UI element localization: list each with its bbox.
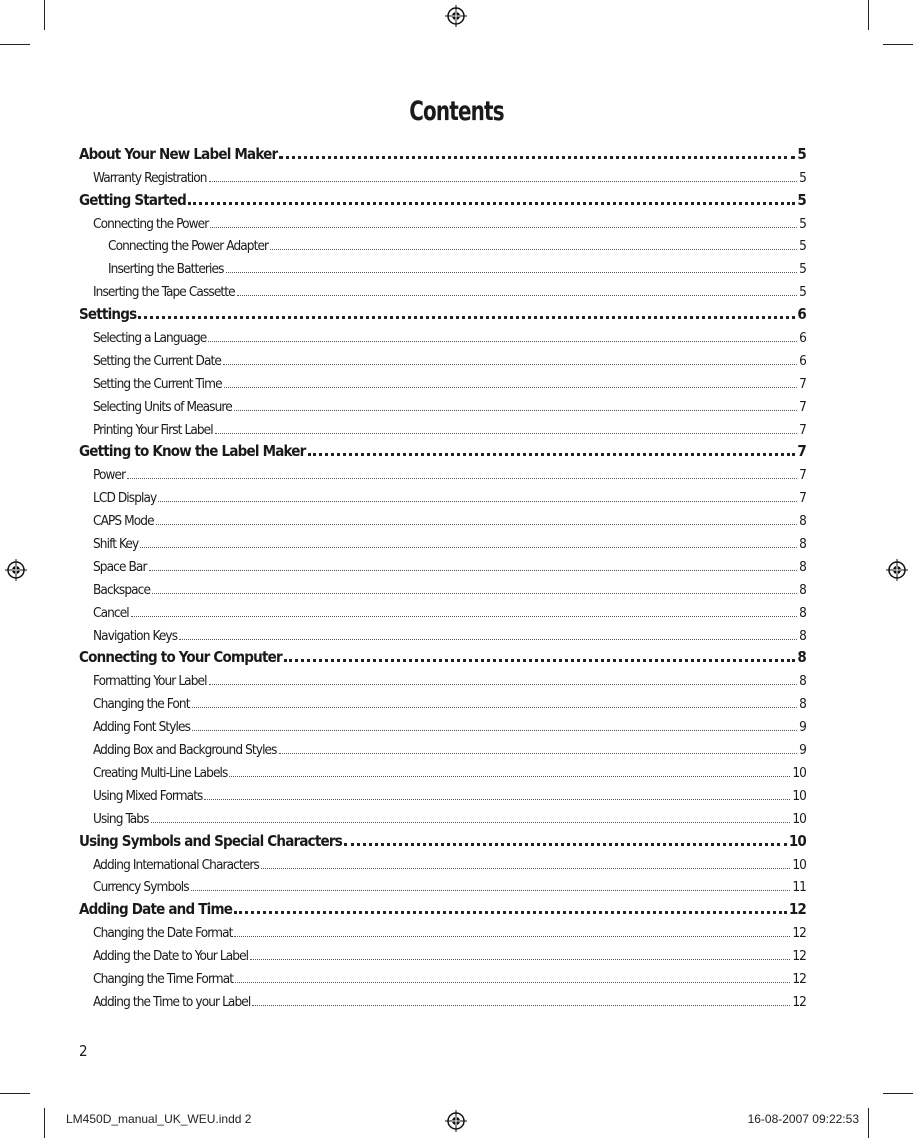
toc-entry-page: 5 xyxy=(799,284,806,301)
dot-leader xyxy=(270,249,797,250)
dot-leader xyxy=(235,982,790,983)
toc-section-entry[interactable] xyxy=(79,895,806,918)
crop-mark xyxy=(883,44,913,45)
dot-leader xyxy=(149,570,798,571)
toc-entry-label: CAPS Mode xyxy=(93,513,154,530)
toc-subsection-entry[interactable] xyxy=(79,254,806,277)
toc-subsection-entry[interactable] xyxy=(79,460,806,483)
dot-leader xyxy=(344,843,787,846)
crop-mark xyxy=(0,1093,30,1094)
toc-subsection-entry[interactable] xyxy=(79,735,806,758)
dot-leader xyxy=(209,684,798,685)
dot-leader xyxy=(284,659,796,662)
toc-entry-page: 11 xyxy=(792,879,806,896)
toc-entry-label: Adding Date and Time xyxy=(79,900,233,919)
toc-entry-page: 7 xyxy=(799,467,806,484)
toc-entry-page: 12 xyxy=(788,900,806,919)
page-number: 2 xyxy=(79,1042,88,1060)
toc-entry-page: 10 xyxy=(792,787,806,804)
toc-entry-label: Inserting the Batteries xyxy=(108,261,224,278)
dot-leader xyxy=(234,936,790,937)
toc-subsection-entry[interactable] xyxy=(79,323,806,346)
registration-crosshair-icon xyxy=(445,5,467,27)
toc-entry-page: 10 xyxy=(788,831,806,850)
toc-entry-page: 8 xyxy=(799,513,806,530)
toc-entry-label: Using Mixed Formats xyxy=(93,787,203,804)
toc-entry-label: Adding the Time to your Label xyxy=(93,993,251,1010)
dot-leader xyxy=(279,156,795,159)
toc-subsection-entry[interactable] xyxy=(79,689,806,712)
toc-entry-page: 10 xyxy=(792,764,806,781)
toc-entry-label: Using Tabs xyxy=(93,810,149,827)
toc-subsection-entry[interactable] xyxy=(79,758,806,781)
toc-section-entry[interactable] xyxy=(79,827,806,850)
dot-leader xyxy=(250,959,790,960)
toc-entry-page: 8 xyxy=(799,558,806,575)
toc-section-entry[interactable] xyxy=(79,140,806,163)
toc-entry-page: 9 xyxy=(799,742,806,759)
crop-mark xyxy=(868,1108,869,1138)
toc-entry-label: Connecting the Power xyxy=(93,215,209,232)
dot-leader xyxy=(138,316,795,319)
toc-entry-page: 5 xyxy=(799,238,806,255)
dot-leader xyxy=(204,799,790,800)
toc-entry-label: Navigation Keys xyxy=(93,627,178,644)
toc-entry-label: Selecting Units of Measure xyxy=(93,398,232,415)
toc-entry-label: Setting the Current Time xyxy=(93,375,222,392)
toc-section-entry[interactable] xyxy=(79,644,806,667)
dot-leader xyxy=(210,227,797,228)
dot-leader xyxy=(191,890,791,891)
toc-entry-page: 8 xyxy=(799,581,806,598)
toc-entry-page: 5 xyxy=(799,169,806,186)
toc-entry-label: Changing the Time Format xyxy=(93,970,234,987)
toc-subsection-entry[interactable] xyxy=(79,552,806,575)
toc-entry-label: Selecting a Language xyxy=(93,330,207,347)
toc-entry-label: Settings xyxy=(79,305,137,324)
toc-subsection-entry[interactable] xyxy=(79,987,806,1010)
toc-subsection-entry[interactable] xyxy=(79,483,806,506)
toc-subsection-entry[interactable] xyxy=(79,277,806,300)
toc-entry-label: Connecting the Power Adapter xyxy=(108,238,269,255)
toc-entry-label: Adding International Characters xyxy=(93,856,259,873)
dot-leader xyxy=(215,433,797,434)
dot-leader xyxy=(158,501,797,502)
toc-entry-label: Getting Started xyxy=(79,190,186,209)
dot-leader xyxy=(192,707,798,708)
toc-entry-page: 10 xyxy=(792,810,806,827)
toc-entry-page: 8 xyxy=(797,648,806,667)
toc-entry-page: 5 xyxy=(799,261,806,278)
toc-entry-label: Adding Font Styles xyxy=(93,719,191,736)
toc-subsection-entry[interactable] xyxy=(79,506,806,529)
toc-subsection-entry[interactable] xyxy=(79,392,806,415)
toc-subsection-entry[interactable] xyxy=(79,781,806,804)
toc-subsection-entry[interactable] xyxy=(79,850,806,873)
toc-entry-page: 12 xyxy=(792,948,806,965)
toc-entry-page: 7 xyxy=(799,490,806,507)
crop-mark xyxy=(44,0,45,30)
toc-section-entry[interactable] xyxy=(79,186,806,209)
toc-entry-label: Currency Symbols xyxy=(93,879,189,896)
toc-entry-page: 8 xyxy=(799,604,806,621)
dot-leader xyxy=(131,616,797,617)
toc-entry-page: 5 xyxy=(797,190,806,209)
dot-leader xyxy=(192,730,797,731)
toc-subsection-entry[interactable] xyxy=(79,415,806,438)
toc-subsection-entry[interactable] xyxy=(79,163,806,186)
registration-crosshair-icon xyxy=(5,559,27,581)
toc-entry-page: 8 xyxy=(799,696,806,713)
toc-entry-page: 6 xyxy=(799,352,806,369)
toc-entry-label: Shift Key xyxy=(93,536,139,553)
toc-entry-label: Space Bar xyxy=(93,558,147,575)
toc-subsection-entry[interactable] xyxy=(79,598,806,621)
toc-entry-label: Power xyxy=(93,467,126,484)
toc-entry-label: Printing Your First Label xyxy=(93,421,213,438)
toc-entry-label: Creating Multi-Line Labels xyxy=(93,764,228,781)
registration-crosshair-icon xyxy=(886,559,908,581)
toc-entry-label: Using Symbols and Special Characters xyxy=(79,831,342,850)
toc-entry-label: Changing the Font xyxy=(93,696,190,713)
toc-entry-page: 12 xyxy=(792,993,806,1010)
toc-entry-page: 5 xyxy=(799,215,806,232)
toc-subsection-entry[interactable] xyxy=(79,941,806,964)
toc-entry-page: 6 xyxy=(797,305,806,324)
toc-entry-page: 12 xyxy=(792,970,806,987)
dot-leader xyxy=(208,341,797,342)
toc-entry-page: 7 xyxy=(799,421,806,438)
toc-entry-label: Inserting the Tape Cassette xyxy=(93,284,235,301)
dot-leader xyxy=(226,272,798,273)
toc-entry-label: Getting to Know the Label Maker xyxy=(79,442,306,461)
toc-subsection-entry[interactable] xyxy=(79,529,806,552)
toc-entry-page: 12 xyxy=(792,925,806,942)
toc-subsection-entry[interactable] xyxy=(79,621,806,644)
toc-entry-page: 5 xyxy=(797,144,806,163)
crop-mark xyxy=(868,0,869,30)
toc-subsection-entry[interactable] xyxy=(79,346,806,369)
toc-entry-page: 7 xyxy=(799,398,806,415)
toc-entry-page: 8 xyxy=(799,673,806,690)
toc-entry-label: LCD Display xyxy=(93,490,157,507)
toc-entry-label: Setting the Current Date xyxy=(93,352,221,369)
toc-subsection-entry[interactable] xyxy=(79,804,806,827)
toc-entry-label: Warranty Registration xyxy=(93,169,207,186)
toc-subsection-entry[interactable] xyxy=(79,232,806,255)
toc-entry-label: Connecting to Your Computer xyxy=(79,648,282,667)
dot-leader xyxy=(279,753,798,754)
dot-leader xyxy=(224,387,798,388)
dot-leader xyxy=(151,822,791,823)
dot-leader xyxy=(179,639,797,640)
toc-entry-page: 8 xyxy=(799,627,806,644)
dot-leader xyxy=(156,524,797,525)
dot-leader xyxy=(229,776,790,777)
dot-leader xyxy=(140,547,797,548)
registration-crosshair-icon xyxy=(445,1110,467,1132)
dot-leader xyxy=(188,202,795,205)
toc-entry-page: 6 xyxy=(799,330,806,347)
crop-mark xyxy=(0,44,30,45)
toc-entry-label: Backspace xyxy=(93,581,151,598)
toc-entry-page: 10 xyxy=(792,856,806,873)
toc-entry-label: Formatting Your Label xyxy=(93,673,207,690)
toc-entry-page: 8 xyxy=(799,536,806,553)
dot-leader xyxy=(223,364,797,365)
dot-leader xyxy=(234,911,787,914)
table-of-contents xyxy=(79,140,806,1010)
toc-entry-label: Cancel xyxy=(93,604,129,621)
toc-entry-label: Changing the Date Format xyxy=(93,925,233,942)
dot-leader xyxy=(261,868,790,869)
dot-leader xyxy=(237,295,797,296)
toc-subsection-entry[interactable] xyxy=(79,918,806,941)
toc-entry-page: 9 xyxy=(799,719,806,736)
toc-section-entry[interactable] xyxy=(79,300,806,323)
toc-entry-label: Adding the Date to Your Label xyxy=(93,948,249,965)
toc-entry-page: 7 xyxy=(799,375,806,392)
toc-subsection-entry[interactable] xyxy=(79,209,806,232)
toc-entry-label: About Your New Label Maker xyxy=(79,144,278,163)
toc-entry-page: 7 xyxy=(797,442,806,461)
footer-datetime: 16-08-2007 09:22:53 xyxy=(747,1112,859,1126)
toc-subsection-entry[interactable] xyxy=(79,666,806,689)
toc-subsection-entry[interactable] xyxy=(79,575,806,598)
toc-subsection-entry[interactable] xyxy=(79,873,806,896)
crop-mark xyxy=(883,1093,913,1094)
dot-leader xyxy=(234,410,797,411)
dot-leader xyxy=(209,181,798,182)
dot-leader xyxy=(127,478,797,479)
toc-subsection-entry[interactable] xyxy=(79,712,806,735)
toc-subsection-entry[interactable] xyxy=(79,369,806,392)
page-title: Contents xyxy=(409,96,504,127)
crop-mark xyxy=(44,1108,45,1138)
toc-section-entry[interactable] xyxy=(79,438,806,461)
dot-leader xyxy=(308,453,796,456)
footer-file-name: LM450D_manual_UK_WEU.indd 2 xyxy=(66,1112,252,1126)
dot-leader xyxy=(252,1005,790,1006)
toc-subsection-entry[interactable] xyxy=(79,964,806,987)
toc-entry-label: Adding Box and Background Styles xyxy=(93,742,277,759)
dot-leader xyxy=(152,593,797,594)
